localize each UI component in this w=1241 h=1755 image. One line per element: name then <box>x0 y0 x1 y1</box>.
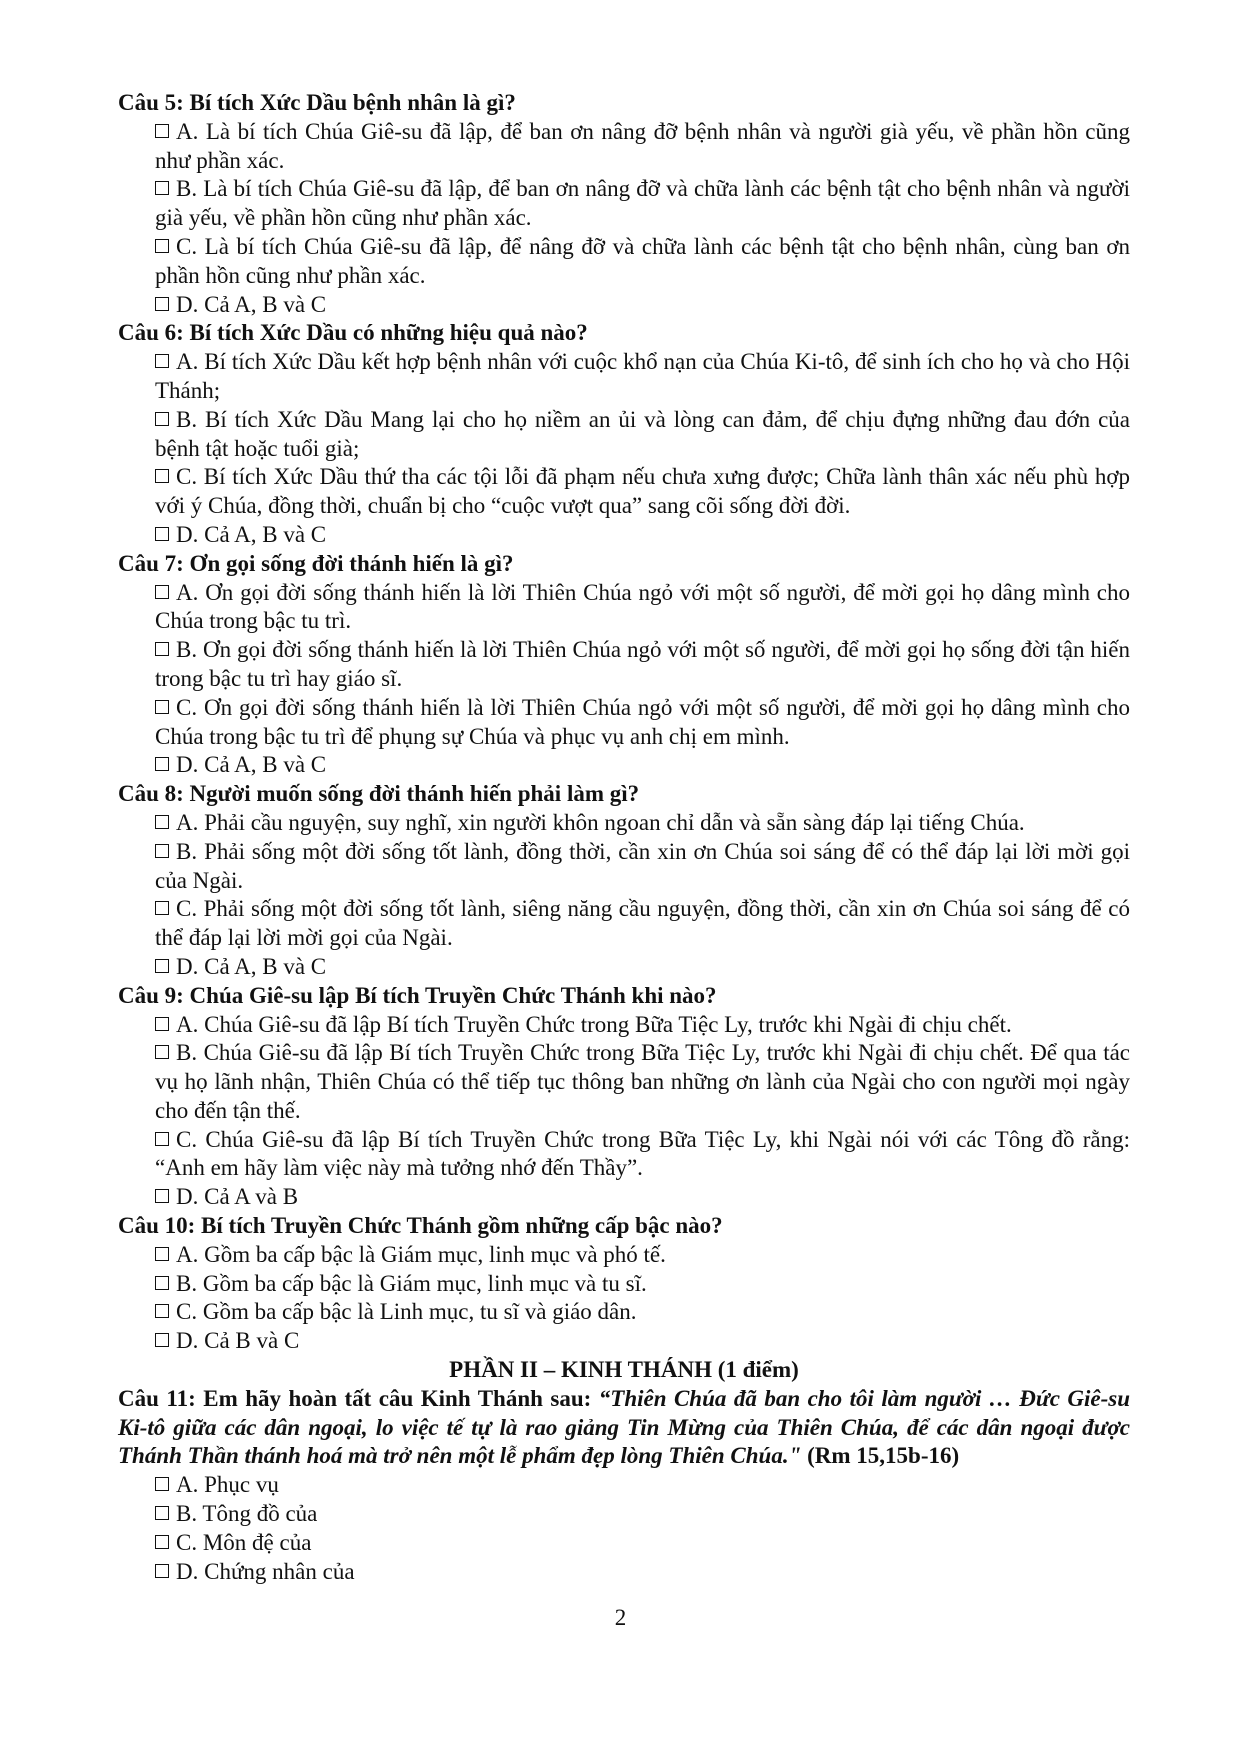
option-b[interactable] <box>155 1270 1130 1299</box>
checkbox-icon[interactable] <box>155 297 169 311</box>
option-d[interactable] <box>155 751 1130 780</box>
question-11 <box>118 1385 1130 1587</box>
option-a[interactable] <box>155 1011 1130 1040</box>
option-c[interactable] <box>155 895 1130 953</box>
option-b[interactable] <box>155 1500 1130 1529</box>
checkbox-icon[interactable] <box>155 469 169 483</box>
option-text: A. Bí tích Xức Dầu kết hợp bệnh nhân với cuộc khổ nạn của Chúa Ki-tô, để sinh ích cho họ và cho Hội Thánh; <box>155 349 1130 403</box>
checkbox-icon[interactable] <box>155 1247 169 1261</box>
checkbox-icon[interactable] <box>155 700 169 714</box>
option-a[interactable] <box>155 118 1130 176</box>
question-title: Câu 9: Chúa Giê-su lập Bí tích Truyền Chức Thánh khi nào? <box>118 982 717 1008</box>
checkbox-icon[interactable] <box>155 354 169 368</box>
option-c[interactable] <box>155 1126 1130 1184</box>
option-b[interactable] <box>155 838 1130 896</box>
scripture-quote: “Thiên Chúa đã ban cho tôi làm người … Đức Giê-su Ki-tô giữa các dân ngoại, lo việc tế tự là rao giảng Tin Mừng của Thiên Chúa, để các dân ngoại được Thánh Thần thánh hoá mà trở nên một lễ phẩm đẹp lòng Thiên Chúa." <box>118 1385 1130 1469</box>
checkbox-icon[interactable] <box>155 239 169 253</box>
checkbox-icon[interactable] <box>155 901 169 915</box>
option-a[interactable] <box>155 348 1130 406</box>
option-text: B. Tông đồ của <box>176 1501 318 1527</box>
question-5 <box>118 89 1130 319</box>
checkbox-icon[interactable] <box>155 1276 169 1290</box>
option-text: D. Cả A, B và C <box>176 953 327 979</box>
option-text: A. Phải cầu nguyện, suy nghĩ, xin người khôn ngoan chỉ dẫn và sẵn sàng đáp lại tiếng Chúa. <box>176 809 1025 835</box>
checkbox-icon[interactable] <box>155 1304 169 1318</box>
checkbox-icon[interactable] <box>155 1506 169 1520</box>
question-title: Câu 7: Ơn gọi sống đời thánh hiến là gì? <box>118 550 514 576</box>
checkbox-icon[interactable] <box>155 1017 169 1031</box>
option-d[interactable] <box>155 1183 1130 1212</box>
option-c[interactable] <box>155 1529 1130 1558</box>
option-text: A. Là bí tích Chúa Giê-su đã lập, để ban ơn nâng đỡ bệnh nhân và người già yếu, về phần hồn cũng như phần xác. <box>155 118 1130 173</box>
option-text: B. Phải sống một đời sống tốt lành, đồng thời, cần xin ơn Chúa soi sáng để có thể đáp lại lời mời gọi của Ngài. <box>155 838 1130 893</box>
option-text: C. Bí tích Xức Dầu thứ tha các tội lỗi đã phạm nếu chưa xưng được; Chữa lành thân xác nếu phù hợp với ý Chúa, đồng thời, chuẩn bị cho “cuộc vượt qua” sang cõi sống đời đời. <box>155 464 1130 519</box>
option-text: C. Ơn gọi đời sống thánh hiến là lời Thiên Chúa ngỏ với một số người, để mời gọi họ dâng mình cho Chúa trong bậc tu trì để phụng sự Chúa và phục vụ anh chị em mình. <box>155 694 1130 749</box>
option-text: D. Cả A, B và C <box>176 521 327 547</box>
option-text: C. Gồm ba cấp bậc là Linh mục, tu sĩ và giáo dân. <box>176 1299 637 1325</box>
option-b[interactable] <box>155 175 1130 233</box>
option-text: C. Môn đệ của <box>176 1529 312 1555</box>
question-lead: Câu 11: Em hãy hoàn tất câu Kinh Thánh sau: <box>118 1385 599 1411</box>
checkbox-icon[interactable] <box>155 1045 169 1059</box>
checkbox-icon[interactable] <box>155 844 169 858</box>
checkbox-icon[interactable] <box>155 757 169 771</box>
question-title: Câu 6: Bí tích Xức Dầu có những hiệu quả nào? <box>118 320 588 346</box>
checkbox-icon[interactable] <box>155 124 169 138</box>
option-d[interactable] <box>155 1558 1130 1587</box>
question-10 <box>118 1212 1130 1356</box>
question-title: Câu 8: Người muốn sống đời thánh hiến phải làm gì? <box>118 781 640 807</box>
option-text: C. Là bí tích Chúa Giê-su đã lập, để nâng đỡ và chữa lành các bệnh tật cho bệnh nhân, cùng ban ơn phần hồn cũng như phần xác. <box>155 233 1130 288</box>
option-text: D. Chứng nhân của <box>176 1558 355 1584</box>
option-text: D. Cả A, B và C <box>176 752 327 778</box>
option-c[interactable] <box>155 233 1130 291</box>
checkbox-icon[interactable] <box>155 1132 169 1146</box>
checkbox-icon[interactable] <box>155 1477 169 1491</box>
page-content <box>118 89 1130 1586</box>
checkbox-icon[interactable] <box>155 181 169 195</box>
checkbox-icon[interactable] <box>155 815 169 829</box>
option-b[interactable] <box>155 636 1130 694</box>
option-c[interactable] <box>155 1298 1130 1327</box>
option-text: D. Cả B và C <box>176 1328 300 1354</box>
checkbox-icon[interactable] <box>155 1189 169 1203</box>
option-c[interactable] <box>155 694 1130 752</box>
question-6 <box>118 319 1130 549</box>
option-c[interactable] <box>155 463 1130 521</box>
option-a[interactable] <box>155 809 1130 838</box>
question-title: Câu 10: Bí tích Truyền Chức Thánh gồm những cấp bậc nào? <box>118 1213 723 1239</box>
checkbox-icon[interactable] <box>155 412 169 426</box>
option-b[interactable] <box>155 406 1130 464</box>
checkbox-icon[interactable] <box>155 1564 169 1578</box>
question-9 <box>118 982 1130 1212</box>
option-d[interactable] <box>155 953 1130 982</box>
option-text: D. Cả A, B và C <box>176 291 327 317</box>
option-text: D. Cả A và B <box>176 1184 299 1210</box>
checkbox-icon[interactable] <box>155 527 169 541</box>
checkbox-icon[interactable] <box>155 959 169 973</box>
option-a[interactable] <box>155 1471 1130 1500</box>
option-text: B. Ơn gọi đời sống thánh hiến là lời Thiên Chúa ngỏ với một số người, để mời gọi họ sống đời tận hiến trong bậc tu trì hay giáo sĩ. <box>155 637 1130 691</box>
option-text: A. Ơn gọi đời sống thánh hiến là lời Thiên Chúa ngỏ với một số người, để mời gọi họ dâng mình cho Chúa trong bậc tu trì. <box>155 579 1130 634</box>
checkbox-icon[interactable] <box>155 1535 169 1549</box>
checkbox-icon[interactable] <box>155 642 169 656</box>
option-text: A. Phục vụ <box>176 1472 279 1498</box>
question-title: Câu 5: Bí tích Xức Dầu bệnh nhân là gì? <box>118 90 516 115</box>
option-a[interactable] <box>155 579 1130 637</box>
question-7 <box>118 550 1130 780</box>
checkbox-icon[interactable] <box>155 1333 169 1347</box>
scripture-reference: (Rm 15,15b-16) <box>801 1443 960 1469</box>
option-b[interactable] <box>155 1039 1130 1125</box>
option-d[interactable] <box>155 291 1130 320</box>
option-text: B. Là bí tích Chúa Giê-su đã lập, để ban ơn nâng đỡ và chữa lành các bệnh tật cho bệnh nhân và người già yếu, về phần hồn cũng như phần xác. <box>155 176 1130 231</box>
question-title <box>118 1385 1130 1471</box>
section-title: PHẦN II – KINH THÁNH (1 điểm) <box>449 1357 799 1383</box>
option-text: A. Gồm ba cấp bậc là Giám mục, linh mục và phó tế. <box>176 1241 666 1267</box>
option-d[interactable] <box>155 521 1130 550</box>
option-text: A. Chúa Giê-su đã lập Bí tích Truyền Chức trong Bữa Tiệc Ly, trước khi Ngài đi chịu chết. <box>176 1011 1012 1037</box>
option-text: C. Chúa Giê-su đã lập Bí tích Truyền Chức trong Bữa Tiệc Ly, khi Ngài nói với các Tông đồ rằng: “Anh em hãy làm việc này mà tưởng nhớ đến Thầy”. <box>155 1126 1130 1181</box>
option-d[interactable] <box>155 1327 1130 1356</box>
option-text: B. Gồm ba cấp bậc là Giám mục, linh mục và tu sĩ. <box>176 1270 647 1296</box>
question-8 <box>118 780 1130 982</box>
option-text: C. Phải sống một đời sống tốt lành, siêng năng cầu nguyện, đồng thời, cần xin ơn Chúa soi sáng để có thể đáp lại lời mời gọi của Ngài. <box>155 896 1130 951</box>
page-number: 2 <box>614 1605 627 1630</box>
option-a[interactable] <box>155 1241 1130 1270</box>
checkbox-icon[interactable] <box>155 585 169 599</box>
option-text: B. Chúa Giê-su đã lập Bí tích Truyền Chức trong Bữa Tiệc Ly, trước khi Ngài đi chịu chết. Để qua tác vụ họ lãnh nhận, Thiên Chúa có thể tiếp tục thông ban những ơn lành của Ngài cho con người mọi ngày cho đến tận thế. <box>155 1040 1130 1123</box>
option-text: B. Bí tích Xức Dầu Mang lại cho họ niềm an ủi và lòng can đảm, để chịu đựng những đau đớn của bệnh tật hoặc tuổi già; <box>155 406 1130 461</box>
